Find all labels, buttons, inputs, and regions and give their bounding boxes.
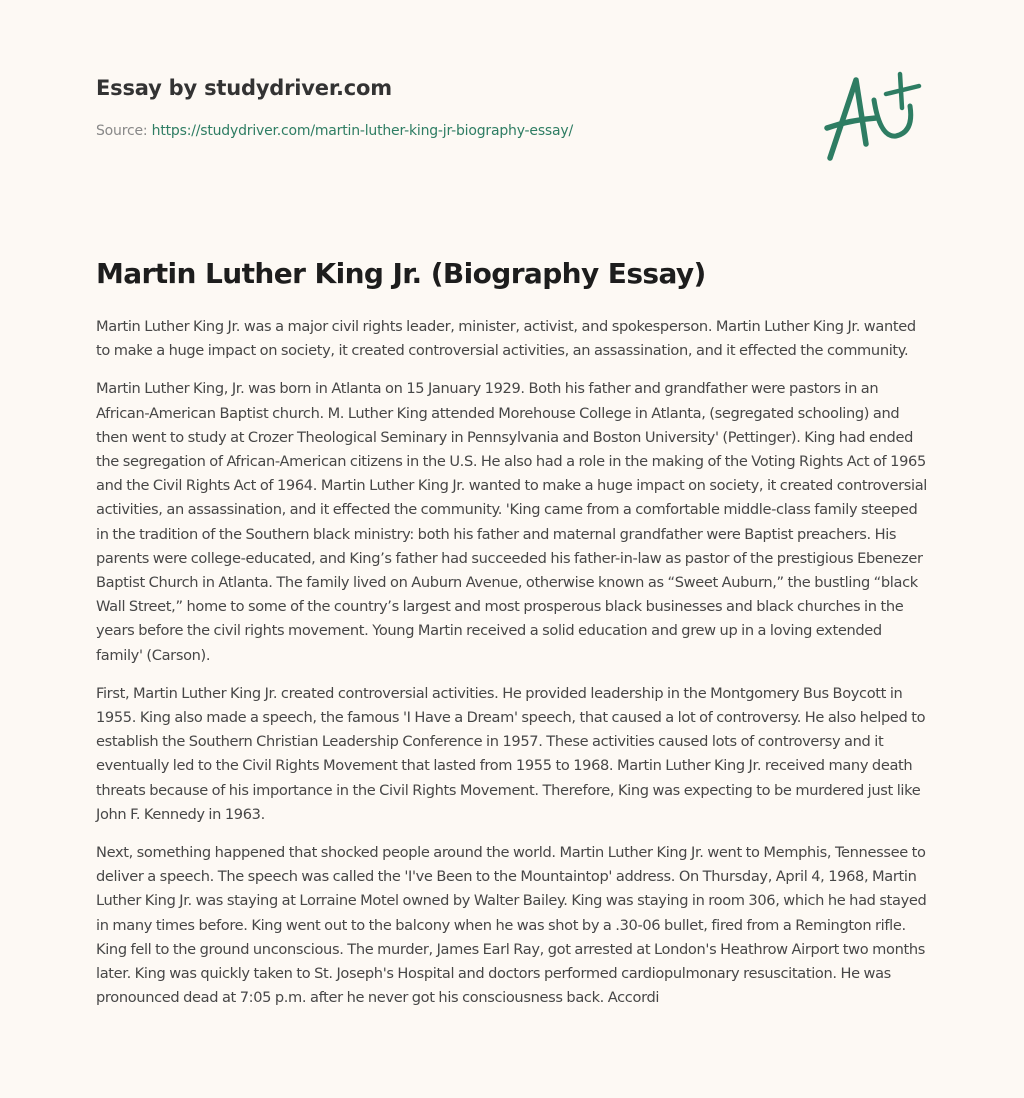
essay-paragraph: Next, something happened that shocked people around the world. Martin Luther King Jr. went to Memphis, Tennessee to deliver a speech. The speech was called the 'I've Been to the Mountaintop' address. On Thursday, April 4, 1968, Martin Luther King Jr. was staying at Lorraine Motel owned by Walter Bailey. King was staying in room 306, which he had stayed in many times before. King went out to the balcony when he was shot by a .30-06 bullet, fired from a Remington rifle. King fell to the ground unconscious. The murder, James Earl Ray, got arrested at London's Heathrow Airport two months later. King was quickly taken to St. Joseph's Hospital and doctors performed cardiopulmonary resuscitation. He was pronounced dead at 7:05 p.m. after he never got his consciousness back. Accordi — [96, 844, 927, 1007]
essay-paragraph: Martin Luther King Jr. was a major civil rights leader, minister, activist, and spokesperson. Martin Luther King Jr. wanted to make a huge impact on society, it created controversial activities, an assassination, and it effected the community. — [96, 318, 916, 360]
source-line — [96, 123, 573, 139]
essay-paragraph: First, Martin Luther King Jr. created controversial activities. He provided leadership in the Montgomery Bus Boycott in 1955. King also made a speech, the famous 'I Have a Dream' speech, that caused a lot of controversy. He also helped to establish the Southern Christian Leadership Conference in 1957. These activities caused lots of controversy and it eventually led to the Civil Rights Movement that lasted from 1955 to 1968. Martin Luther King Jr. received many death threats because of his importance in the Civil Rights Movement. Therefore, King was expecting to be murdered just like John F. Kennedy in 1963. — [96, 684, 926, 823]
site-title: Essay by studydriver.com — [96, 76, 392, 100]
essay-content — [96, 252, 932, 1024]
page-header — [0, 0, 1024, 200]
source-label: Source: — [96, 123, 148, 139]
essay-title: Martin Luther King Jr. (Biography Essay) — [96, 257, 706, 290]
essay-paragraph: Martin Luther King, Jr. was born in Atlanta on 15 January 1929. Both his father and grandfather were pastors in an African-American Baptist church. M. Luther King attended Morehouse College in Atlanta, (segregated schooling) and then went to study at Crozer Theological Seminary in Pennsylvania and Boston University' (Pettinger). King had ended the segregation of African-American citizens in the U.S. He also had a role in the making of the Voting Rights Act of 1965 and the Civil Rights Act of 1964. Martin Luther King Jr. wanted to make a huge impact on society, it created controversial activities, an assassination, and it effected the community. 'King came from a comfortable middle-class family steeped in the tradition of the Southern black ministry: both his father and maternal grandfather were Baptist preachers. His parents were college-educated, and King’s father had succeeded his father-in-law as pastor of the prestigious Ebenezer Baptist Church in Atlanta. The family lived on Auburn Avenue, otherwise known as “Sweet Auburn,” the bustling “black Wall Street,” home to some of the country’s largest and most prosperous black businesses and black churches in the years before the civil rights movement. Young Martin received a solid education and grew up in a loving extended family' (Carson). — [96, 380, 927, 664]
a-plus-grade-icon — [822, 66, 926, 166]
source-link[interactable]: https://studydriver.com/martin-luther-king-jr-biography-essay/ — [151, 123, 573, 139]
